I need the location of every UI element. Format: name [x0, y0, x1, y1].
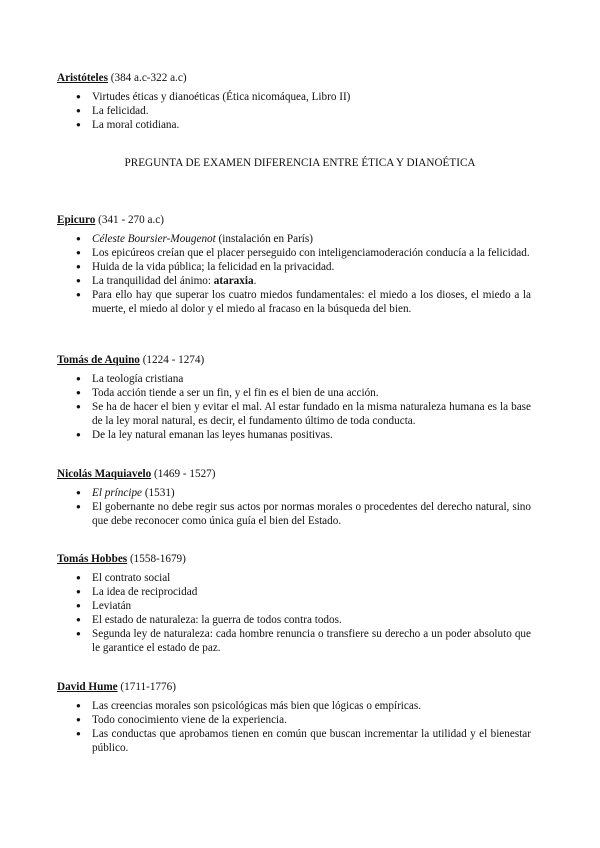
- bullet-icon: ●: [76, 262, 81, 271]
- bullet-list: [57, 486, 531, 528]
- section-hume: [57, 680, 531, 755]
- bullet-icon: ●: [76, 615, 81, 624]
- author-name: David Hume: [57, 681, 118, 693]
- list-item: ● La felicidad.: [76, 105, 149, 117]
- list-item: ● Huida de la vida pública; la felicidad en la privacidad.: [76, 261, 335, 273]
- bullet-icon: ●: [76, 573, 81, 582]
- bullet-icon: ●: [76, 701, 81, 710]
- bullet-icon: ●: [76, 488, 81, 497]
- list-item: ● Todo conocimiento viene de la experiencia.: [76, 714, 287, 726]
- list-item: ● El contrato social: [76, 572, 171, 584]
- section-hobbes: [57, 552, 531, 655]
- bullet-icon: ●: [76, 388, 81, 397]
- bullet-icon: ●: [76, 430, 81, 439]
- section-heading: [57, 680, 531, 694]
- bullet-icon: ●: [76, 290, 81, 299]
- list-item: ● Para ello hay que superar los cuatro miedos fundamentales: el miedo a los dioses, el miedo a la muerte, el miedo al dolor y el miedo al fracaso en la búsqueda del bien.: [76, 289, 531, 315]
- section-aristoteles: [57, 71, 531, 132]
- bullet-icon: ●: [76, 402, 81, 411]
- section-heading: [57, 552, 531, 566]
- list-item: ● Segunda ley de naturaleza: cada hombre renuncia o transfiere su derecho a un poder absoluto que le garantice el estado de paz.: [76, 628, 531, 654]
- author-dates: (341 - 270 a.c): [95, 214, 164, 226]
- list-item: ● El estado de naturaleza: la guerra de todos contra todos.: [76, 614, 342, 626]
- list-item: ● El gobernante no debe regir sus actos por normas morales o procedentes del derecho natural, sino que debe reconocer como única guía el bien del Estado.: [76, 501, 531, 527]
- bullet-icon: ●: [76, 715, 81, 724]
- bullet-list: [57, 571, 531, 655]
- section-tomas-de-aquino: [57, 353, 531, 442]
- bullet-icon: ●: [76, 120, 81, 129]
- bullet-icon: ●: [76, 276, 81, 285]
- author-name: Tomás de Aquino: [57, 354, 140, 366]
- list-item: ● Las creencias morales son psicológicas más bien que lógicas o empíricas.: [76, 700, 421, 712]
- section-heading: [57, 71, 531, 85]
- list-item: ● Leviatán: [76, 600, 132, 612]
- bullet-icon: ●: [76, 234, 81, 243]
- bullet-icon: ●: [76, 601, 81, 610]
- list-item: ● La moral cotidiana.: [76, 119, 180, 131]
- section-heading: [57, 467, 531, 481]
- list-item: ● La idea de reciprocidad: [76, 586, 198, 598]
- bullet-list: [57, 90, 531, 132]
- author-dates: (1558-1679): [127, 553, 186, 565]
- author-dates: (384 a.c-322 a.c): [107, 72, 187, 84]
- list-item: ● Virtudes éticas y dianoéticas (Ética nicomáquea, Libro II): [76, 91, 351, 103]
- bullet-icon: ●: [76, 106, 81, 115]
- list-item: ● La teología cristiana: [76, 373, 184, 385]
- section-maquiavelo: [57, 467, 531, 528]
- bullet-icon: ●: [76, 729, 81, 738]
- author-dates: (1711-1776): [117, 681, 176, 693]
- author-dates: (1469 - 1527): [151, 468, 216, 480]
- bullet-icon: ●: [76, 502, 81, 511]
- list-item: ● Toda acción tiende a ser un fin, y el fin es el bien de una acción.: [76, 387, 379, 399]
- bullet-list: [57, 232, 531, 316]
- section-epicuro: [57, 213, 531, 316]
- bullet-list: [57, 699, 531, 755]
- list-item: ● Se ha de hacer el bien y evitar el mal. Al estar fundado en la misma naturaleza humana es la base de la ley moral natural, es decir, el fundamento último de toda conducta.: [76, 401, 531, 427]
- section-heading: [57, 353, 531, 367]
- list-item: ● Las conductas que aprobamos tienen en común que buscan incrementar la utilidad y el bienestar público.: [76, 728, 531, 754]
- bullet-icon: ●: [76, 374, 81, 383]
- list-item: ● Céleste Boursier-Mougenot (instalación en París): [76, 233, 313, 245]
- list-item: ● Los epicúreos creían que el placer perseguido con inteligenciamoderación conducía a la felicidad.: [76, 247, 530, 259]
- bullet-icon: ●: [76, 248, 81, 257]
- bullet-icon: ●: [76, 629, 81, 638]
- list-item: ● La tranquilidad del ánimo: ataraxia.: [76, 275, 257, 287]
- bullet-icon: ●: [76, 587, 81, 596]
- author-dates: (1224 - 1274): [139, 354, 205, 366]
- section-heading: [57, 213, 531, 227]
- exam-note: PREGUNTA DE EXAMEN DIFERENCIA ENTRE ÉTICA Y DIANOÉTICA: [124, 157, 476, 169]
- author-name: Aristóteles: [57, 72, 108, 84]
- author-name: Nicolás Maquiavelo: [57, 468, 152, 480]
- bullet-list: [57, 372, 531, 442]
- author-name: Epicuro: [57, 214, 96, 226]
- list-item: ● De la ley natural emanan las leyes humanas positivas.: [76, 429, 333, 441]
- list-item: ● El príncipe (1531): [76, 487, 175, 499]
- author-name: Tomás Hobbes: [57, 553, 128, 565]
- bullet-icon: ●: [76, 92, 81, 101]
